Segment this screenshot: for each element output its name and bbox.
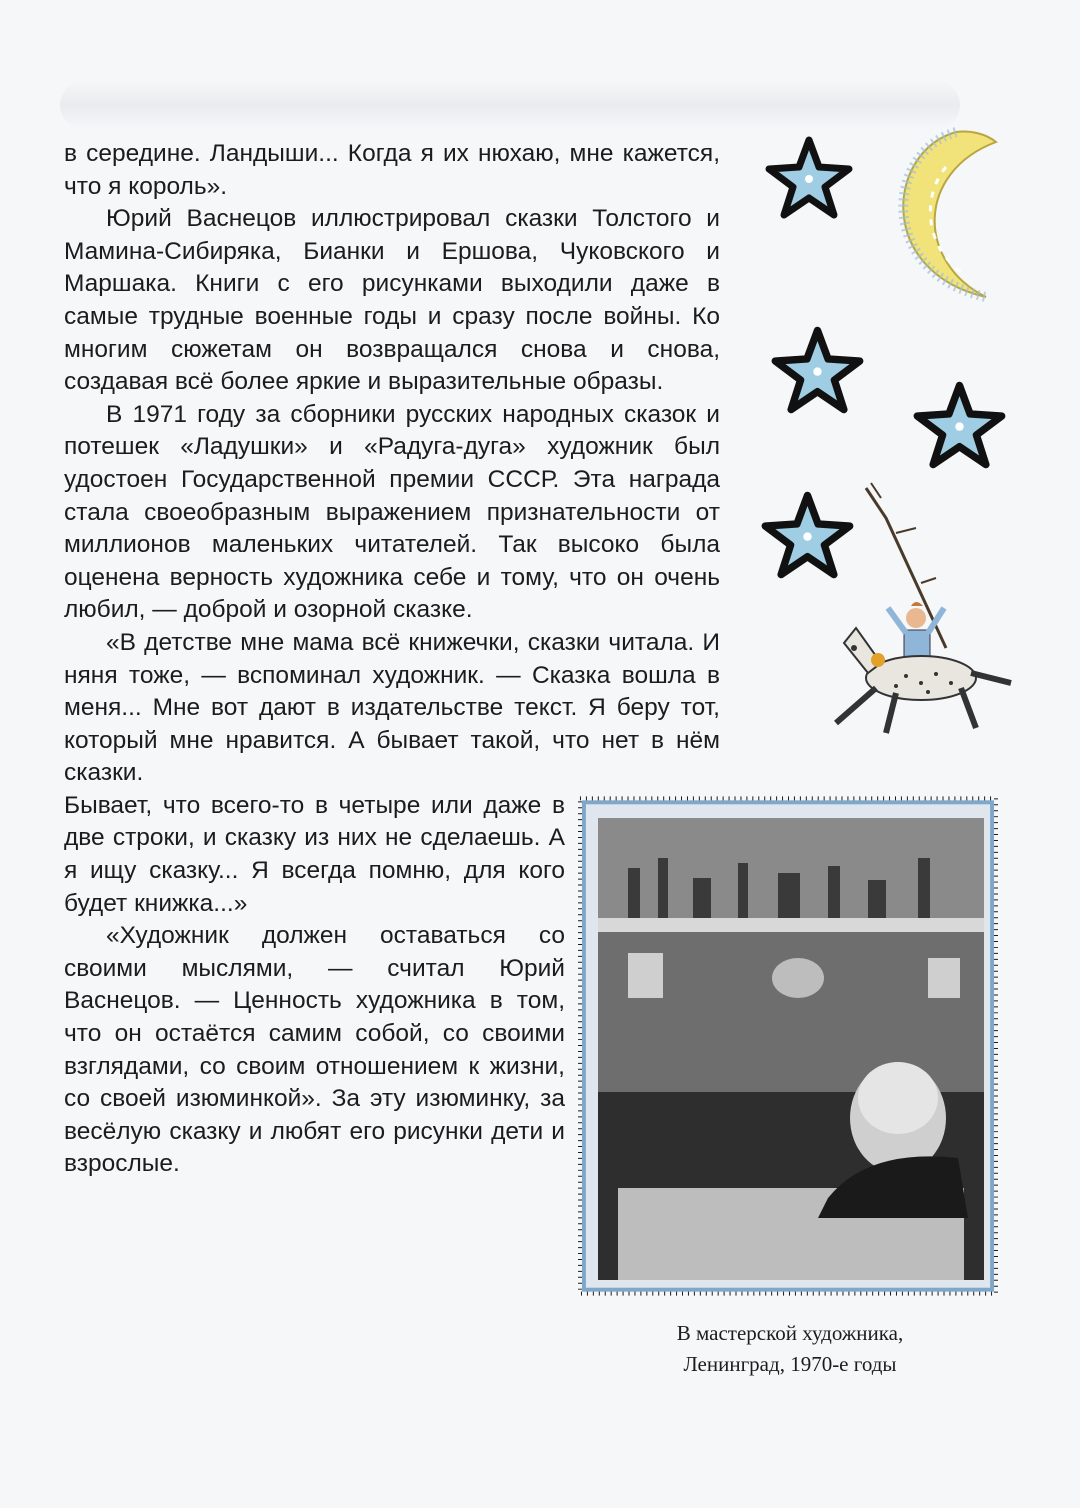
star-illustration-2: [770, 325, 865, 415]
caption-line-1: В мастерской художника,: [676, 1321, 904, 1345]
page-shading: [60, 80, 960, 130]
paragraph-2: Юрий Васнецов иллюстрировал сказки Толстого и Мамина-Сибиряка, Бианки и Ершова, Чуковского и Маршака. Книги с его рисунками выходили даже в самые трудные военные годы и сразу после войны. Ко многим сюжетам он возвращался снова и снова, создавая всё более яркие и выразительные образы.: [64, 205, 720, 396]
photo-caption: [600, 1318, 980, 1380]
workshop-photo: [598, 818, 984, 1280]
workshop-photo-drawing: [598, 818, 984, 1280]
moon-illustration: [846, 112, 1021, 312]
star-illustration-1: [764, 135, 854, 220]
paragraph-4-continued: Бывает, что всего-то в четыре или даже в две строки, и сказку из них не сделаешь. А я ищу сказку... Я всегда помню, для кого будет книжка...»: [64, 791, 565, 917]
star-illustration-3: [912, 380, 1007, 470]
paragraph-4: «В детстве мне мама всё книжечки, сказки читала. И няня тоже, — вспоминал художник. — Сказка вошла в меня... Мне вот дают в издательстве текст. Я беру тот, который мне нравится. А бывает такой, что нет в нём сказки.: [64, 628, 720, 787]
paragraph-3: В 1971 году за сборники русских народных сказок и потешек «Ладушки» и «Радуга-дуга» художник был удостоен Государственной премии СССР. Эта награда стала своеобразным выражением признательности от миллионов маленьких читателей. Так высоко была оценена верность художника себе и тому, что он очень любил, — доброй и озорной сказке.: [64, 400, 720, 624]
paragraph-1: в середине. Ландыши... Когда я их нюхаю, мне кажется, что я король».: [64, 140, 720, 200]
rider-illustration: [826, 478, 1016, 758]
paragraph-5: «Художник должен оставаться со своими мыслями, — считал Юрий Васнецов. — Ценность художника в том, что он остаётся самим собой, со своими взглядами, со своим отношением к жизни, со своей изюминкой». За эту изюминку, за весёлую сказку и любят его рисунки дети и взрослые.: [64, 922, 565, 1178]
caption-line-2: Ленинград, 1970-е годы: [683, 1352, 897, 1376]
